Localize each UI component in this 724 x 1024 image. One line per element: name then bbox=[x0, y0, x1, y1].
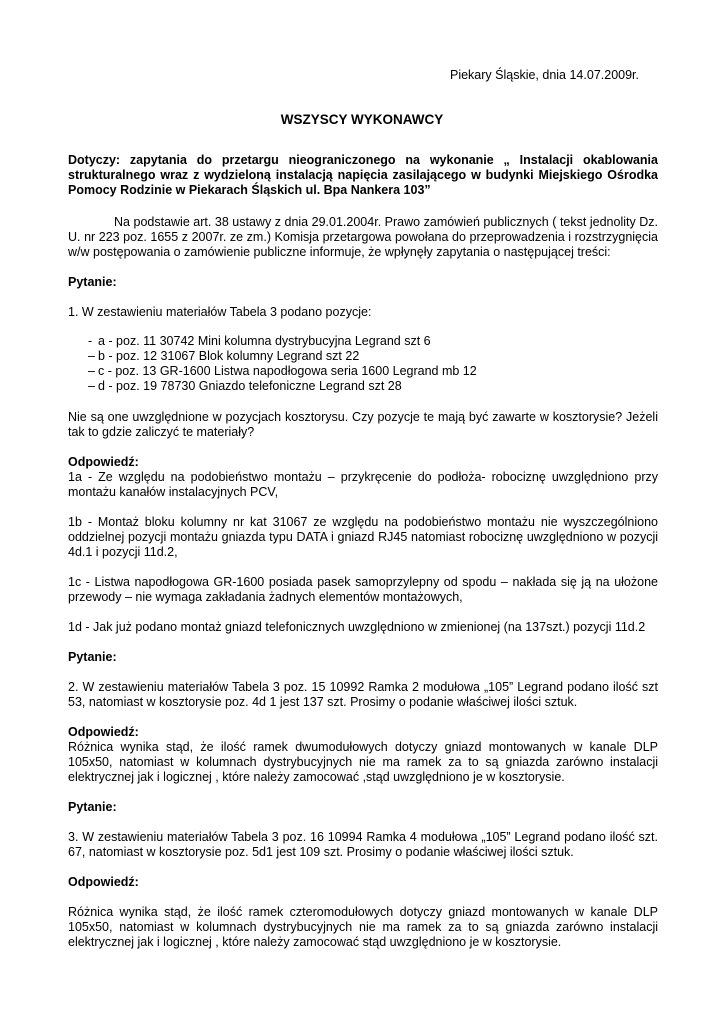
list-bullet: – bbox=[88, 379, 95, 393]
list-item-text: b - poz. 12 31067 Blok kolumny Legrand szt 22 bbox=[98, 349, 360, 363]
answer-1d: 1d - Jak już podano montaż gniazd telefonicznych uwzględniono w zmienionej (na 137szt.) pozycji 11d.2 bbox=[68, 620, 646, 634]
answer-3-label: Odpowiedź: bbox=[68, 875, 139, 889]
intro-paragraph: Na podstawie art. 38 ustawy z dnia 29.01.2004r. Prawo zamówień publicznych ( tekst jednolity Dz. U. nr 223 poz. 1655 z 2007r. ze zm.) Komisja przetargowa powołana do przeprowadzenia i rozstrzygnięcia w/w postępowania o zamówienie publiczne informuje, że wpłynęły zapytania o następującej treści: bbox=[68, 215, 658, 259]
list-item bbox=[68, 334, 658, 349]
document-body bbox=[68, 153, 658, 950]
list-item-text: d - poz. 19 78730 Gniazdo telefoniczne Legrand szt 28 bbox=[98, 379, 402, 393]
document-title: WSZYSCY WYKONAWCY bbox=[280, 112, 444, 127]
list-item bbox=[68, 364, 658, 379]
question-3-text: 3. W zestawieniu materiałów Tabela 3 poz. 16 10994 Ramka 4 modułowa „105” Legrand podano ilość szt. 67, natomiast w kosztorysie poz. 5d1 jest 109 szt. Prosimy o podanie właściwej ilości sztuk. bbox=[68, 830, 658, 859]
answer-1c: 1c - Listwa napodłogowa GR-1600 posiada pasek samoprzylepny od spodu – nakłada się ją na ułożone przewody – nie wymaga zakładania żadnych elementów montażowych, bbox=[68, 575, 658, 604]
question-2-label: Pytanie: bbox=[68, 650, 117, 664]
question-3-label: Pytanie: bbox=[68, 800, 117, 814]
question-1-follow-up: Nie są one uwzględnione w pozycjach kosztorysu. Czy pozycje te mają być zawarte w kosztorysie? Jeżeli tak to gdzie zaliczyć te materiały? bbox=[68, 410, 658, 439]
answer-2-label: Odpowiedź: bbox=[68, 725, 139, 739]
question-1-text: 1. W zestawieniu materiałów Tabela 3 podano pozycje: bbox=[68, 305, 372, 319]
place-date: Piekary Śląskie, dnia 14.07.2009r. bbox=[449, 68, 639, 82]
answer-1b: 1b - Montaż bloku kolumny nr kat 31067 ze względu na podobieństwo montażu nie wyszczególniono oddzielnej pozycji montażu gniazda typu DATA i gniazd RJ45 natomiast robociznę uwzględniono w pozycji 4d.1 i pozycji 11d.2, bbox=[68, 515, 658, 559]
question-1-item-list bbox=[68, 334, 658, 394]
answer-2-text: Różnica wynika stąd, że ilość ramek dwumodułowych dotyczy gniazd montowanych w kanale DLP 105x50, natomiast w kolumnach dystrybucyjnych nie ma ramek za to są gniazda zarówno instalacji elektrycznej jak i logicznej , które należy zamocować ,stąd uwzględniono je w kosztorysie. bbox=[68, 740, 658, 784]
answer-1-label: Odpowiedź: bbox=[68, 455, 139, 469]
list-bullet: – bbox=[88, 364, 95, 378]
list-item-text: a - poz. 11 30742 Mini kolumna dystrybucyjna Legrand szt 6 bbox=[98, 334, 431, 348]
list-bullet: - bbox=[88, 334, 93, 348]
subject-paragraph: Dotyczy: zapytania do przetargu nieograniczonego na wykonanie „ Instalacji okablowania strukturalnego wraz z wydzieloną instalacją napięcia zasilającego w budynki Miejskiego Ośrodka Pomocy Rodzinie w Piekarach Śląskich ul. Bpa Nankera 103” bbox=[68, 153, 658, 197]
list-item bbox=[68, 349, 658, 364]
question-1-label: Pytanie: bbox=[68, 275, 117, 289]
question-2-text: 2. W zestawieniu materiałów Tabela 3 poz. 15 10992 Ramka 2 modułowa „105” Legrand podano ilość szt 53, natomiast w kosztorysie poz. 4d 1 jest 137 szt. Prosimy o podanie właściwej ilości sztuk. bbox=[68, 680, 658, 709]
list-item bbox=[68, 379, 658, 394]
answer-1a: 1a - Ze względu na podobieństwo montażu – przykręcenie do podłoża- robociznę uwzględniono przy montażu kanałów instalacyjnych PCV, bbox=[68, 470, 658, 499]
list-item-text: c - poz. 13 GR-1600 Listwa napodłogowa seria 1600 Legrand mb 12 bbox=[98, 364, 477, 378]
answer-3-text: Różnica wynika stąd, że ilość ramek czteromodułowych dotyczy gniazd montowanych w kanale DLP 105x50, natomiast w kolumnach dystrybucyjnych nie ma ramek za to są gniazda zarówno instalacji elektrycznej jak i logicznej , które należy zamocować stąd uwzględniono je w kosztorysie. bbox=[68, 905, 658, 949]
list-bullet: – bbox=[88, 349, 95, 363]
